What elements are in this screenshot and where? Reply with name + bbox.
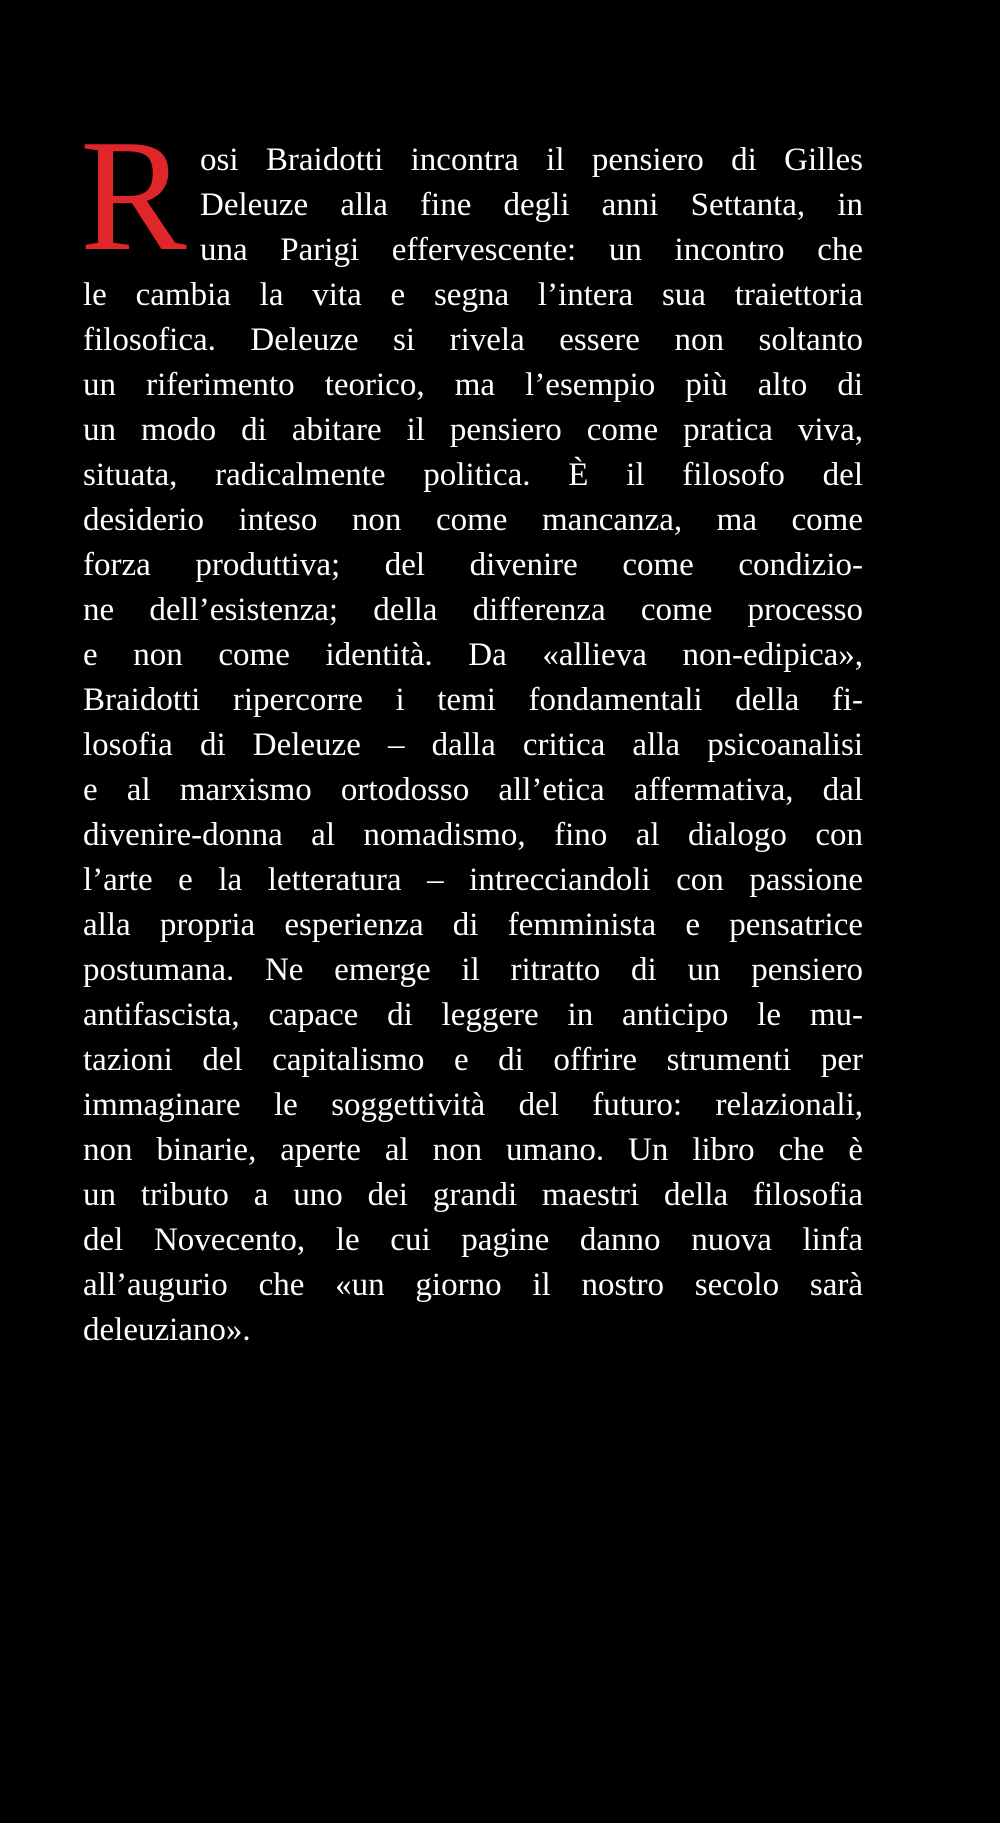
blurb-line: tazioni del capitalismo e di offrire strumenti per	[83, 1042, 863, 1078]
blurb-line: e non come identità. Da «allieva non-edipica»,	[83, 637, 863, 673]
blurb-line: del Novecento, le cui pagine danno nuova linfa	[83, 1222, 863, 1258]
blurb-line: Braidotti ripercorre i temi fondamentali della fi-	[83, 682, 863, 718]
blurb-line: non binarie, aperte al non umano. Un libro che è	[83, 1132, 863, 1168]
blurb-line: un tributo a uno dei grandi maestri della filosofia	[83, 1177, 863, 1213]
blurb-line: desiderio inteso non come mancanza, ma come	[83, 502, 863, 538]
drop-cap: R	[80, 106, 187, 284]
blurb-line: le cambia la vita e segna l’intera sua traiettoria	[83, 277, 863, 313]
blurb-line: all’augurio che «un giorno il nostro secolo sarà	[83, 1267, 863, 1303]
blurb-line	[83, 228, 863, 273]
blurb-line	[83, 183, 863, 228]
blurb-line: losofia di Deleuze – dalla critica alla psicoanalisi	[83, 727, 863, 763]
blurb-line: l’arte e la letteratura – intrecciandoli con passione	[83, 862, 863, 898]
blurb-line: alla propria esperienza di femminista e pensatrice	[83, 907, 863, 943]
blurb-line: un modo di abitare il pensiero come pratica viva,	[83, 412, 863, 448]
blurb-line: antifascista, capace di leggere in anticipo le mu-	[83, 997, 863, 1033]
blurb-line: un riferimento teorico, ma l’esempio più alto di	[83, 367, 863, 403]
blurb-line: deleuziano».	[83, 1312, 251, 1348]
blurb-line: forza produttiva; del divenire come condizio-	[83, 547, 863, 583]
blurb-line: filosofica. Deleuze si rivela essere non soltanto	[83, 322, 863, 358]
cover-blurb	[80, 106, 863, 1353]
blurb-line: ne dell’esistenza; della differenza come processo	[83, 592, 863, 628]
blurb-line: e al marxismo ortodosso all’etica affermativa, dal	[83, 772, 863, 808]
blurb-line: immaginare le soggettività del futuro: relazionali,	[83, 1087, 863, 1123]
blurb-line-text: una Parigi effervescente: un incontro che	[200, 232, 863, 268]
blurb-line: situata, radicalmente politica. È il filosofo del	[83, 457, 863, 493]
blurb-line-text: Deleuze alla fine degli anni Settanta, in	[200, 187, 863, 223]
blurb-line: postumana. Ne emerge il ritratto di un pensiero	[83, 952, 863, 988]
blurb-line-text: osi Braidotti incontra il pensiero di Gilles	[200, 142, 863, 178]
blurb-line: divenire-donna al nomadismo, fino al dialogo con	[83, 817, 863, 853]
